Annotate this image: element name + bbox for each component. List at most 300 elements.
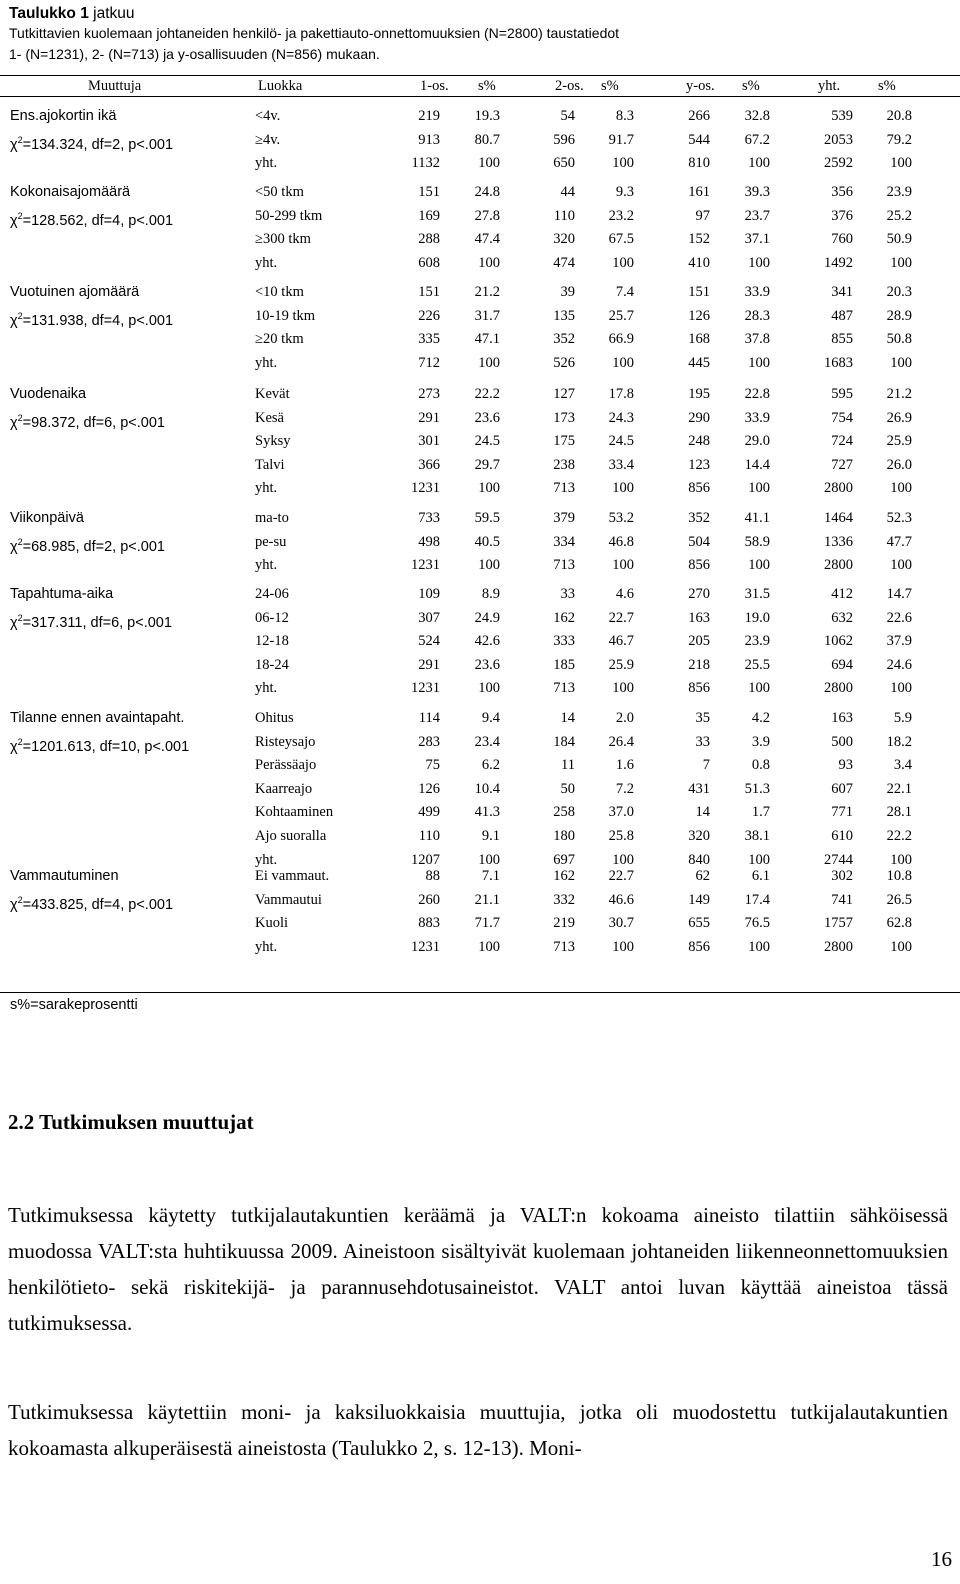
table-value-cell: 22.8 xyxy=(744,386,770,402)
table-value-cell: 307 xyxy=(418,609,440,626)
table-value-cell: 504 xyxy=(688,533,710,550)
table-class-cell: yht. xyxy=(255,155,278,172)
table-value-cell: 100 xyxy=(890,354,912,371)
table-value-cell: 50.9 xyxy=(886,231,912,248)
table-value-cell: 499 xyxy=(418,804,440,821)
table-value-cell: 126 xyxy=(688,307,710,324)
table-value-cell: 100 xyxy=(612,480,634,497)
variable-label: Tapahtuma-aika xyxy=(10,586,114,602)
table-value-cell: 697 xyxy=(553,851,575,868)
chi-square-stat: $\chi^2=98.372$, df=6, p<.001 xyxy=(10,412,165,431)
table-value-cell: 39 xyxy=(560,284,575,300)
table-value-cell: 75 xyxy=(425,757,440,774)
table-value-cell: 727 xyxy=(831,456,853,473)
table-class-cell: <50 tkm xyxy=(255,184,304,200)
table-value-cell: 856 xyxy=(688,557,710,574)
table-class-cell: ma-to xyxy=(255,510,289,526)
table-class-cell: 06-12 xyxy=(255,609,289,626)
table-value-cell: 100 xyxy=(612,354,634,371)
table-value-cell: 39.3 xyxy=(744,184,770,200)
table-value-cell: 66.9 xyxy=(608,331,634,348)
table-value-cell: 238 xyxy=(553,456,575,473)
table-caption xyxy=(9,4,619,65)
table-value-cell: 335 xyxy=(418,331,440,348)
table-class-cell: yht. xyxy=(255,354,278,371)
table-value-cell: 713 xyxy=(553,480,575,497)
table-value-cell: 24.6 xyxy=(886,656,912,673)
table-value-cell: 169 xyxy=(418,207,440,224)
table-class-cell: ≥4v. xyxy=(255,131,281,148)
table-value-cell: 650 xyxy=(553,155,575,172)
table-value-cell: 37.9 xyxy=(886,633,912,650)
table-value-cell: 100 xyxy=(478,557,500,574)
table-value-cell: 22.1 xyxy=(886,780,912,797)
table-value-cell: 162 xyxy=(553,609,575,626)
table-class-cell: ≥300 tkm xyxy=(255,231,311,248)
table-class-cell: 18-24 xyxy=(255,656,289,673)
table-value-cell: 855 xyxy=(831,331,853,348)
table-value-cell: 20.8 xyxy=(886,108,912,124)
table-value-cell: 856 xyxy=(688,680,710,697)
table-value-cell: 21.2 xyxy=(886,386,912,402)
table-value-cell: 100 xyxy=(612,680,634,697)
chi-square-stat: $\chi^2=134.324$, df=2, p<.001 xyxy=(10,134,174,153)
table-value-cell: 356 xyxy=(831,184,853,200)
table-value-cell: 47.4 xyxy=(474,231,500,248)
table-value-cell: 2800 xyxy=(824,938,853,955)
table-value-cell: 445 xyxy=(688,354,710,371)
table-value-cell: 412 xyxy=(831,586,853,602)
table-value-cell: 632 xyxy=(831,609,853,626)
table-value-cell: 25.2 xyxy=(886,207,912,224)
table-value-cell: 22.2 xyxy=(886,828,912,844)
table-value-cell: 273 xyxy=(418,386,440,402)
table-value-cell: 6.2 xyxy=(481,757,500,774)
table-value-cell: 26.9 xyxy=(886,409,912,426)
table-value-cell: 88 xyxy=(425,868,440,884)
table-value-cell: 23.9 xyxy=(744,633,770,650)
table-value-cell: 17.4 xyxy=(744,891,770,908)
table-value-cell: 8.3 xyxy=(615,108,634,124)
table-value-cell: 97 xyxy=(695,207,710,224)
table-bottom-rule xyxy=(0,992,960,993)
table-value-cell: 28.3 xyxy=(744,307,770,324)
table-value-cell: 93 xyxy=(838,757,853,774)
table-value-cell: 46.7 xyxy=(608,633,634,650)
table-value-cell: 5.9 xyxy=(893,710,912,726)
table-value-cell: 4.2 xyxy=(751,710,770,726)
table-value-cell: 3.4 xyxy=(893,757,912,774)
table-value-cell: 31.5 xyxy=(744,586,770,602)
table-value-cell: 33.4 xyxy=(608,456,634,473)
table-value-cell: 856 xyxy=(688,480,710,497)
table-value-cell: 544 xyxy=(688,131,710,148)
table-value-cell: 110 xyxy=(418,828,440,844)
table-value-cell: 1231 xyxy=(411,480,440,497)
table-value-cell: 151 xyxy=(418,284,440,300)
table-class-cell: Ajo suoralla xyxy=(255,828,327,844)
table-value-cell: 712 xyxy=(418,354,440,371)
table-value-cell: 1336 xyxy=(824,533,853,550)
table-value-cell: 110 xyxy=(553,207,575,224)
table-value-cell: 114 xyxy=(418,710,440,726)
table-value-cell: 655 xyxy=(688,915,710,932)
table-value-cell: 219 xyxy=(553,915,575,932)
table-class-cell: Ei vammaut. xyxy=(255,868,330,884)
table-value-cell: 14 xyxy=(695,804,710,821)
table-value-cell: 291 xyxy=(418,409,440,426)
table-value-cell: 25.7 xyxy=(608,307,634,324)
table-value-cell: 301 xyxy=(418,433,440,450)
chi-square-stat: $\chi^2=128.562$, df=4, p<.001 xyxy=(10,210,174,229)
table-value-cell: 840 xyxy=(688,851,710,868)
table-value-cell: 25.9 xyxy=(886,433,912,450)
table-value-cell: 195 xyxy=(688,386,710,402)
table-class-cell: yht. xyxy=(255,851,278,868)
table-value-cell: 3.9 xyxy=(751,733,770,750)
table-class-cell: yht. xyxy=(255,254,278,271)
table-value-cell: 22.6 xyxy=(886,609,912,626)
table-class-cell: Syksy xyxy=(255,433,291,450)
table-value-cell: 320 xyxy=(688,828,710,844)
table-class-cell: Vammautui xyxy=(255,891,322,908)
table-value-cell: 151 xyxy=(688,284,710,300)
table-value-cell: 30.7 xyxy=(608,915,634,932)
table-value-cell: 25.9 xyxy=(608,656,634,673)
table-value-cell: 266 xyxy=(688,108,710,124)
table-value-cell: 100 xyxy=(748,480,770,497)
table-value-cell: 33.9 xyxy=(744,284,770,300)
table-header-cell: s% xyxy=(478,78,496,94)
table-class-cell: 50-299 tkm xyxy=(255,207,323,224)
table-class-cell: Perässäajo xyxy=(255,757,317,774)
table-value-cell: 185 xyxy=(553,656,575,673)
variable-label: Vuodenaika xyxy=(10,386,87,402)
chi-square-stat: $\chi^2=131.938$, df=4, p<.001 xyxy=(10,310,174,329)
table-value-cell: 14.4 xyxy=(744,456,770,473)
table-value-cell: 44 xyxy=(560,184,575,200)
table-value-cell: 46.6 xyxy=(608,891,634,908)
table-value-cell: 100 xyxy=(748,354,770,371)
table-value-cell: 291 xyxy=(418,656,440,673)
table-value-cell: 14.7 xyxy=(886,586,912,602)
table-value-cell: 23.9 xyxy=(886,184,912,200)
table-header-cell: yht. xyxy=(818,78,841,94)
table-value-cell: 41.1 xyxy=(744,510,770,526)
table-value-cell: 334 xyxy=(553,533,575,550)
table-header-cell: s% xyxy=(742,78,760,94)
table-value-cell: 733 xyxy=(418,510,440,526)
table-class-cell: 10-19 tkm xyxy=(255,307,316,324)
table-value-cell: 46.8 xyxy=(608,533,634,550)
table-value-cell: 22.2 xyxy=(474,386,500,402)
table-value-cell: 856 xyxy=(688,938,710,955)
table-value-cell: 352 xyxy=(553,331,575,348)
table-value-cell: 1492 xyxy=(824,254,853,271)
table-value-cell: 25.8 xyxy=(608,828,634,844)
table-value-cell: 173 xyxy=(553,409,575,426)
variable-label: Vammautuminen xyxy=(10,868,119,884)
table-value-cell: 205 xyxy=(688,633,710,650)
table-value-cell: 33.9 xyxy=(744,409,770,426)
table-value-cell: 260 xyxy=(418,891,440,908)
table-value-cell: 23.4 xyxy=(474,733,500,750)
table-value-cell: 760 xyxy=(831,231,853,248)
table-value-cell: 226 xyxy=(418,307,440,324)
table-value-cell: 100 xyxy=(890,254,912,271)
table-class-cell: 12-18 xyxy=(255,633,289,650)
table-value-cell: 100 xyxy=(748,557,770,574)
table-class-cell: 24-06 xyxy=(255,586,289,602)
table-value-cell: 100 xyxy=(890,480,912,497)
table-value-cell: 10.4 xyxy=(474,780,500,797)
table-value-cell: 91.7 xyxy=(608,131,634,148)
table-value-cell: 498 xyxy=(418,533,440,550)
table-value-cell: 26.5 xyxy=(886,891,912,908)
table-value-cell: 1.7 xyxy=(751,804,770,821)
table-value-cell: 26.4 xyxy=(608,733,634,750)
table-value-cell: 109 xyxy=(418,586,440,602)
table-value-cell: 100 xyxy=(478,254,500,271)
table-value-cell: 741 xyxy=(831,891,853,908)
table-class-cell: yht. xyxy=(255,680,278,697)
table-value-cell: 67.2 xyxy=(744,131,770,148)
variable-label: Ens.ajokortin ikä xyxy=(10,108,117,124)
table-value-cell: 24.9 xyxy=(474,609,500,626)
table-value-cell: 123 xyxy=(688,456,710,473)
table-footnote: s%=sarakeprosentti xyxy=(10,997,138,1013)
table-value-cell: 100 xyxy=(612,851,634,868)
table-value-cell: 67.5 xyxy=(608,231,634,248)
table-value-cell: 290 xyxy=(688,409,710,426)
table-class-cell: yht. xyxy=(255,557,278,574)
table-header-cell: Muuttuja xyxy=(88,78,142,94)
table-value-cell: 180 xyxy=(553,828,575,844)
table-value-cell: 288 xyxy=(418,231,440,248)
table-value-cell: 62 xyxy=(695,868,710,884)
table-value-cell: 23.6 xyxy=(474,656,500,673)
table-value-cell: 8.9 xyxy=(481,586,500,602)
table-value-cell: 100 xyxy=(478,354,500,371)
table-description-line-1: Tutkittavien kuolemaan johtaneiden henkilö- ja pakettiauto-onnettomuuksien (N=2800) taustatiedot xyxy=(9,25,620,41)
table-value-cell: 1683 xyxy=(824,354,853,371)
table-value-cell: 713 xyxy=(553,938,575,955)
chi-square-stat: $\chi^2=1201.613$, df=10, p<.001 xyxy=(10,736,190,755)
table-value-cell: 595 xyxy=(831,386,853,402)
table-value-cell: 7.4 xyxy=(615,284,634,300)
table-header-cell: s% xyxy=(878,78,896,94)
table-value-cell: 366 xyxy=(418,456,440,473)
table-value-cell: 100 xyxy=(890,680,912,697)
table-value-cell: 9.4 xyxy=(481,710,500,726)
table-value-cell: 161 xyxy=(688,184,710,200)
table-value-cell: 1062 xyxy=(824,633,853,650)
table-value-cell: 37.1 xyxy=(744,231,770,248)
table-value-cell: 500 xyxy=(831,733,853,750)
table-value-cell: 21.1 xyxy=(474,891,500,908)
table-value-cell: 754 xyxy=(831,409,853,426)
table-value-cell: 608 xyxy=(418,254,440,271)
table-value-cell: 23.7 xyxy=(744,207,770,224)
table-header-cell: 1-os. xyxy=(420,78,449,94)
table-value-cell: 302 xyxy=(831,868,853,884)
table-value-cell: 33 xyxy=(695,733,710,750)
table-value-cell: 524 xyxy=(418,633,440,650)
table-value-cell: 333 xyxy=(553,633,575,650)
table-value-cell: 21.2 xyxy=(474,284,500,300)
body-paragraph-1: Tutkimuksessa käytetty tutkijalautakuntien keräämä ja VALT:n kokoama aineisto tilattiin sähköisessä muodossa VALT:sta huhtikuussa 2009. Aineistoon sisältyivät kuolemaan johtaneiden liikenneonnettomuuksien henkilötieto- sekä riskitekijä- ja parannusehdotusaineistot. VALT antoi luvan käyttää aineistoa tässä tutkimuksessa. xyxy=(8,1203,948,1335)
table-value-cell: 283 xyxy=(418,733,440,750)
table-value-cell: 50 xyxy=(560,780,575,797)
table-value-cell: 19.0 xyxy=(744,609,770,626)
table-class-cell: Kesä xyxy=(255,409,284,426)
table-value-cell: 175 xyxy=(553,433,575,450)
table-value-cell: 1231 xyxy=(411,557,440,574)
table-value-cell: 1231 xyxy=(411,680,440,697)
table-value-cell: 58.9 xyxy=(744,533,770,550)
table-value-cell: 22.7 xyxy=(608,868,634,884)
table-value-cell: 713 xyxy=(553,557,575,574)
table-value-cell: 883 xyxy=(418,915,440,932)
table-value-cell: 80.7 xyxy=(474,131,500,148)
table-value-cell: 258 xyxy=(553,804,575,821)
table-value-cell: 17.8 xyxy=(608,386,634,402)
table-value-cell: 31.7 xyxy=(474,307,500,324)
table-value-cell: 33 xyxy=(560,586,575,602)
table-value-cell: 100 xyxy=(890,155,912,172)
table-value-cell: 29.0 xyxy=(744,433,770,450)
table-value-cell: 2744 xyxy=(824,851,853,868)
variable-label: Vuotuinen ajomäärä xyxy=(10,284,140,300)
table-value-cell: 4.6 xyxy=(615,586,634,602)
table-value-cell: 26.0 xyxy=(886,456,912,473)
table-class-cell: pe-su xyxy=(255,533,287,550)
table-value-cell: 1.6 xyxy=(615,757,634,774)
table-class-cell: <4v. xyxy=(255,108,281,124)
table-value-cell: 2800 xyxy=(824,480,853,497)
table-value-cell: 62.8 xyxy=(886,915,912,932)
table-value-cell: 596 xyxy=(553,131,575,148)
table-value-cell: 20.3 xyxy=(886,284,912,300)
table-value-cell: 100 xyxy=(612,557,634,574)
table-value-cell: 25.5 xyxy=(744,656,770,673)
table-value-cell: 100 xyxy=(478,680,500,697)
table-value-cell: 19.3 xyxy=(474,108,500,124)
table-value-cell: 24.8 xyxy=(474,184,500,200)
table-value-cell: 100 xyxy=(748,254,770,271)
table-value-cell: 28.9 xyxy=(886,307,912,324)
table-class-cell: Kohtaaminen xyxy=(255,804,334,821)
table-value-cell: 724 xyxy=(831,433,853,450)
table-value-cell: 713 xyxy=(553,680,575,697)
table-class-cell: yht. xyxy=(255,480,278,497)
table-value-cell: 151 xyxy=(418,184,440,200)
table-value-cell: 76.5 xyxy=(744,915,770,932)
table-value-cell: 100 xyxy=(612,155,634,172)
table-value-cell: 10.8 xyxy=(886,868,912,884)
table-value-cell: 100 xyxy=(748,155,770,172)
table-value-cell: 9.1 xyxy=(481,828,500,844)
table-value-cell: 487 xyxy=(831,307,853,324)
table-value-cell: 771 xyxy=(831,804,853,821)
variable-label: Kokonaisajomäärä xyxy=(10,184,131,200)
table-value-cell: 7.1 xyxy=(481,868,500,884)
table-value-cell: 431 xyxy=(688,780,710,797)
table-value-cell: 332 xyxy=(553,891,575,908)
table-value-cell: 218 xyxy=(688,656,710,673)
table-value-cell: 341 xyxy=(831,284,853,300)
table-value-cell: 100 xyxy=(478,938,500,955)
table-value-cell: 2592 xyxy=(824,155,853,172)
table-value-cell: 100 xyxy=(612,254,634,271)
table-value-cell: 100 xyxy=(890,938,912,955)
table-value-cell: 2800 xyxy=(824,557,853,574)
variable-label: Viikonpäivä xyxy=(10,510,84,526)
table-class-cell: Ohitus xyxy=(255,710,294,726)
table-value-cell: 270 xyxy=(688,586,710,602)
table-description-line-2: 1- (N=1231), 2- (N=713) ja y-osallisuuden (N=856) mukaan. xyxy=(9,46,380,62)
table-value-cell: 23.2 xyxy=(608,207,634,224)
variable-label: Tilanne ennen avaintapaht. xyxy=(10,710,185,726)
section-heading: 2.2 Tutkimuksen muuttujat xyxy=(8,1110,254,1134)
table-value-cell: 810 xyxy=(688,155,710,172)
table-value-cell: 47.1 xyxy=(474,331,500,348)
table-value-cell: 126 xyxy=(418,780,440,797)
table-value-cell: 24.3 xyxy=(608,409,634,426)
table-value-cell: 7.2 xyxy=(615,780,634,797)
table-value-cell: 474 xyxy=(553,254,575,271)
table-value-cell: 0.8 xyxy=(751,757,770,774)
table-value-cell: 79.2 xyxy=(886,131,912,148)
table-value-cell: 100 xyxy=(748,680,770,697)
table-value-cell: 37.0 xyxy=(608,804,634,821)
table-value-cell: 320 xyxy=(553,231,575,248)
table-value-cell: 352 xyxy=(688,510,710,526)
table-value-cell: 51.3 xyxy=(744,780,770,797)
table-class-cell: Kaarreajo xyxy=(255,780,313,797)
table-value-cell: 35 xyxy=(695,710,710,726)
table-value-cell: 11 xyxy=(561,757,575,774)
table-value-cell: 694 xyxy=(831,656,853,673)
table-value-cell: 100 xyxy=(478,851,500,868)
table-value-cell: 100 xyxy=(890,557,912,574)
table-value-cell: 162 xyxy=(553,868,575,884)
table-value-cell: 27.8 xyxy=(474,207,500,224)
table-class-cell: Risteysajo xyxy=(255,733,316,750)
table-value-cell: 50.8 xyxy=(886,331,912,348)
table-value-cell: 32.8 xyxy=(744,108,770,124)
table-value-cell: 6.1 xyxy=(751,868,770,884)
table-value-cell: 71.7 xyxy=(474,915,500,932)
table-value-cell: 163 xyxy=(831,710,853,726)
table-value-cell: 913 xyxy=(418,131,440,148)
table-value-cell: 38.1 xyxy=(744,828,770,844)
table-value-cell: 610 xyxy=(831,828,853,844)
table-value-cell: 54 xyxy=(560,108,575,124)
table-value-cell: 52.3 xyxy=(886,510,912,526)
table-value-cell: 40.5 xyxy=(474,533,500,550)
table-value-cell: 100 xyxy=(748,851,770,868)
table-value-cell: 22.7 xyxy=(608,609,634,626)
table-value-cell: 376 xyxy=(831,207,853,224)
table-value-cell: 1231 xyxy=(411,938,440,955)
table-value-cell: 168 xyxy=(688,331,710,348)
table-value-cell: 24.5 xyxy=(608,433,634,450)
chi-square-stat: $\chi^2=433.825$, df=4, p<.001 xyxy=(10,894,174,913)
table-value-cell: 526 xyxy=(553,354,575,371)
table-value-cell: 100 xyxy=(478,480,500,497)
table-value-cell: 607 xyxy=(831,780,853,797)
